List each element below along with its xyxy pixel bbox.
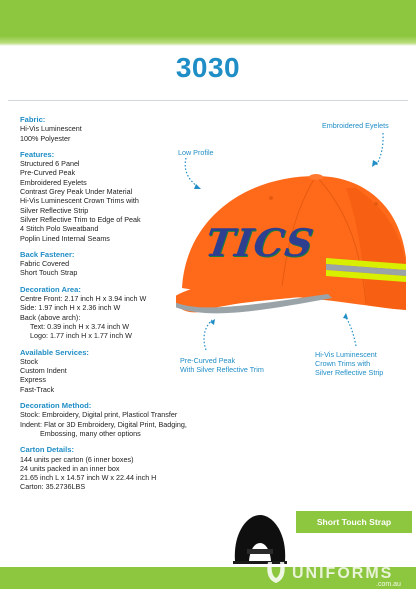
spec-line: Silver Reflective Strip — [20, 205, 89, 215]
cap-logo: TICS — [202, 220, 317, 265]
spec-line: Short Touch Strap — [20, 268, 78, 278]
brand-domain: .com.au — [376, 581, 401, 588]
annotation-embroidered-eyelets: Embroidered Eyelets — [322, 121, 389, 130]
spec-line: Contrast Grey Peak Under Material — [20, 187, 133, 197]
spec-line: Stock — [20, 356, 38, 366]
spec-line: Poplin Lined Internal Seams — [20, 233, 110, 243]
divider — [8, 100, 408, 101]
carton-heading: Carton Details: — [20, 445, 75, 455]
spec-line: 21.65 inch L x 14.57 inch W x 22.44 inch H — [20, 473, 157, 483]
spec-line: 24 units packed in an inner box — [20, 463, 120, 473]
spec-line: Back (above arch): — [20, 312, 81, 322]
spec-line: Logo: 1.77 inch H x 1.77 inch W — [30, 331, 132, 341]
decoration-area-heading: Decoration Area: — [20, 284, 81, 294]
fabric-heading: Fabric: — [20, 115, 46, 124]
short-touch-strap-label: Short Touch Strap — [296, 511, 412, 533]
fastener-heading: Back Fastener: — [20, 249, 75, 259]
spec-line: 144 units per carton (6 inner boxes) — [20, 454, 134, 464]
spec-line: Hi-Vis Luminescent Crown Trims with — [20, 196, 139, 206]
spec-line: 4 Stitch Polo Sweatband — [20, 224, 99, 234]
spec-line: Centre Front: 2.17 inch H x 3.94 inch W — [20, 294, 147, 304]
annotation-crown-trims: Hi-Vis Luminescent Crown Trims with Silver Reflective Strip — [315, 350, 384, 377]
spec-line: Custom Indent — [20, 366, 67, 376]
spec-line: Embroidered Eyelets — [20, 177, 87, 187]
spec-line: Silver Reflective Trim to Edge of Peak — [20, 214, 141, 224]
services-heading: Available Services: — [20, 347, 89, 357]
spec-line: Structured 6 Panel — [20, 159, 80, 169]
spec-line: Embossing, many other options — [40, 428, 141, 438]
spec-line: Text: 0.39 inch H x 3.74 inch W — [30, 321, 130, 331]
cap-illustration — [176, 168, 412, 328]
spec-line: Hi-Vis Luminescent — [20, 124, 82, 134]
spec-line: Pre-Curved Peak — [20, 168, 76, 178]
decoration-method-heading: Decoration Method: — [20, 401, 92, 411]
product-model: 3030 — [175, 52, 241, 83]
spec-line: Side: 1.97 inch H x 2.36 inch W — [20, 303, 121, 313]
spec-line: Carton: 35.2736LBS — [20, 482, 86, 492]
brand-logo — [258, 556, 416, 590]
spec-line: Express — [20, 375, 46, 385]
top-banner — [0, 0, 416, 46]
spec-line: Indent: Flat or 3D Embroidery, Digital Print, Badging, — [20, 419, 187, 429]
spec-line: Fast-Track — [20, 384, 55, 394]
spec-line: Stock: Embroidery, Digital print, Plasticol Transfer — [20, 410, 178, 420]
brand-name: UNIFORMS — [292, 565, 394, 582]
features-heading: Features: — [20, 149, 55, 159]
annotation-pre-curved-peak: Pre-Curved Peak With Silver Reflective Trim — [180, 356, 264, 374]
spec-line: 100% Polyester — [20, 133, 71, 143]
spec-line: Fabric Covered — [20, 259, 70, 269]
annotation-low-profile: Low Profile — [178, 148, 214, 157]
